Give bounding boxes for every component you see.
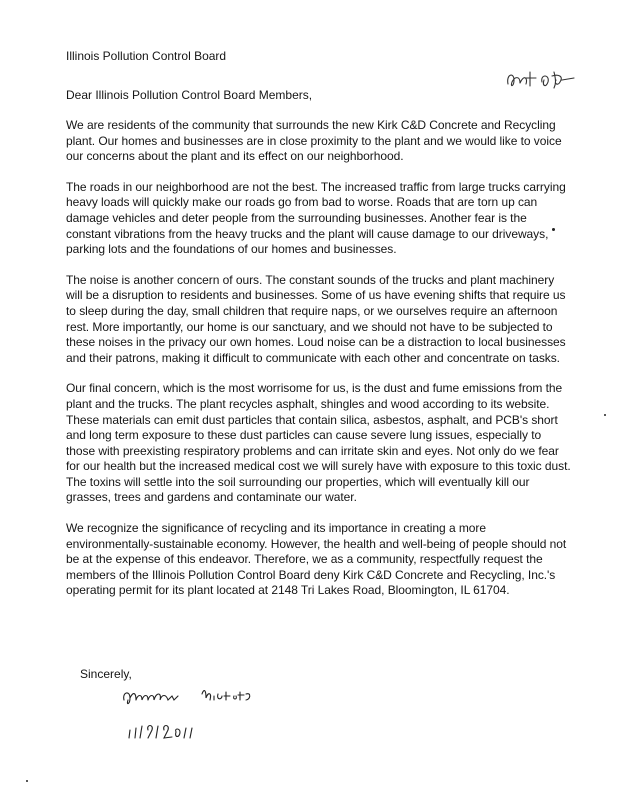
closing: Sincerely, bbox=[80, 667, 132, 681]
initials-scribble bbox=[500, 64, 580, 94]
salutation: Dear Illinois Pollution Control Board Members, bbox=[66, 88, 313, 102]
recipient-line: Illinois Pollution Control Board bbox=[66, 49, 227, 63]
handwritten-initials bbox=[500, 64, 580, 94]
scan-speck bbox=[604, 414, 606, 416]
paragraph-emissions: Our final concern, which is the most worrisome for us, is the dust and fume emissions from the plant and the trucks. The plant recycles asphalt, shingles and wood according to its website. These materials can emit dust particles that contain silica, asbestos, asphalt, and PCB's short and long term exposure to these dust particles can cause severe lung issues, especially to those with preexisting respiratory problems and can irritate skin and eyes. Not only do we fear for our health but the increased medical cost we will surely have with exposure to this toxic dust. The toxins will settle into the soil surrounding our properties, which will eventually kill our grasses, trees and gardens and contaminate our water. bbox=[66, 381, 571, 505]
handwritten-signature-and-date bbox=[118, 684, 308, 744]
paragraph-intro: We are residents of the community that surrounds the new Kirk C&D Concrete and Recycling plant. Our homes and businesses are in close proximity to the plant and we would like to voice our concerns about the plant and its effect on our neighborhood. bbox=[66, 118, 562, 164]
signature-scribble bbox=[118, 684, 308, 744]
letter-body bbox=[66, 118, 571, 614]
paragraph-roads: The roads in our neighborhood are not the best. The increased traffic from large trucks carrying heavy loads will quickly make our roads go from bad to worse. Roads that are torn up can damage vehicles and deter people from the surrounding businesses. Another fear is the constant vibrations from the heavy trucks and the plant will cause damage to our driveways, parking lots and the foundations of our homes and businesses. bbox=[66, 179, 566, 257]
paragraph-noise: The noise is another concern of ours. The constant sounds of the trucks and plant machinery will be a disruption to residents and businesses. Some of us have evening shifts that require us to sleep during the day, small children that require naps, or we ourselves require an afternoon rest. More importantly, our home is our sanctuary, and we should not have to be subjected to these noises in the privacy our own homes. Loud noise can be a distraction to local businesses and their patrons, making it difficult to communicate with each other and concentrate on tasks. bbox=[66, 272, 566, 365]
paragraph-request: We recognize the significance of recycling and its importance in creating a more environmentally-sustainable economy. However, the health and well-being of people should not be at the expense of this endeavor. Therefore, we as a community, respectfully request the members of the Illinois Pollution Control Board deny Kirk C&D Concrete and Recycling, Inc.'s operating permit for its plant located at 2148 Tri Lakes Road, Bloomington, IL 61704. bbox=[66, 521, 567, 598]
scan-speck bbox=[552, 228, 555, 231]
scan-speck bbox=[26, 780, 28, 782]
